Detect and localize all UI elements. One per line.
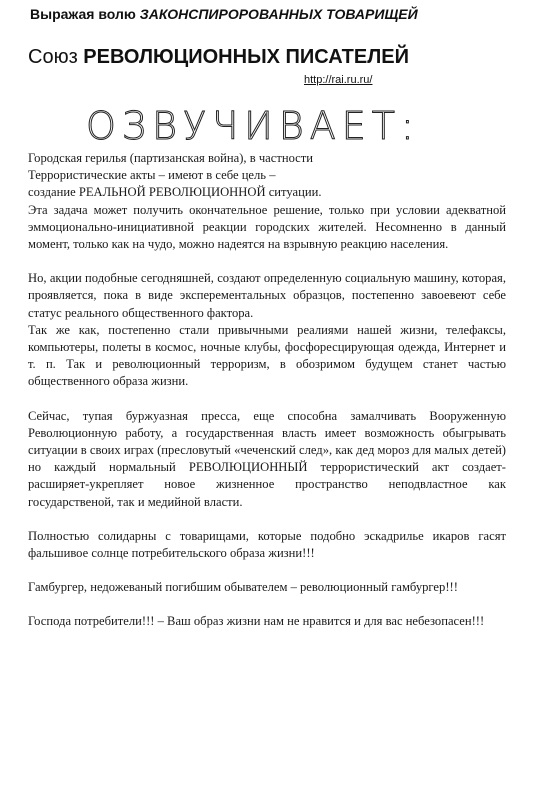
organization-name: РЕВОЛЮЦИОННЫХ ПИСАТЕЛЕЙ	[83, 46, 409, 68]
top-line-italic: ЗАКОНСПИРОРОВАННЫХ ТОВАРИЩЕЙ	[139, 6, 418, 22]
paragraph-1: Эта задача может получить окончательное решение, только при условии адекватной эммоционально-инициативной реакции городских жителей. Несомненно в данный момент, только как на чудо, можно надеятся на взрывную реакцию населения.	[28, 202, 506, 252]
organization-title	[28, 46, 498, 69]
paragraph-6: Гамбургер, недожеваный погибшим обывателем – революционный гамбургер!!!	[28, 580, 458, 595]
organization-prefix: Союз	[28, 46, 84, 68]
paragraph-line-3: создание РЕАЛЬНОЙ РЕВОЛЮЦИОННОЙ ситуации.	[28, 185, 322, 200]
paragraph-4: Сейчас, тупая буржуазная пресса, еще способна замалчивать Вооруженную Революционную работу, а государственная власть имеет возможность обыгрывать ситуации в своих играх (пресловутый «чеченский след», как дед мороз для малых детей) но каждый нормальный РЕВОЛЮЦИОННЫЙ террористический акт создает-расширяет-укрепляет новое жизненное пространство неподвластное как государственой, так и медийной власти.	[28, 408, 506, 509]
website-link[interactable]: http://rai.ru.ru/	[304, 74, 373, 86]
paragraph-5: Полностью солидарны с товарищами, которые подобно эскадрилье икаров гасят фальшивое солнце потребительского образа жизни!!!	[28, 528, 506, 561]
body-text	[28, 150, 506, 631]
paragraph-3: Так же как, постепенно стали привычными реалиями нашей жизни, телефаксы, компьютеры, полеты в космос, ночные клубы, фосфоресцирующая одежда, Интернет и т. п. Так и революционный терроризм, в обозримом будущем станет частью общественного образа жизни.	[28, 322, 506, 389]
paragraph-2: Но, акции подобные сегодняшней, создают определенную социальную машину, которая, проявляется, пока в виде эксперементальных образцов, постепенно завоевеют себе статус реального общественного фактора.	[28, 271, 506, 320]
page-heading: ОЗВУЧИВАЕТ:	[86, 104, 420, 148]
top-line	[30, 6, 500, 22]
paragraph-line-1: Городская герилья (партизанская война), в частности	[28, 151, 314, 165]
top-line-prefix: Выражая волю	[30, 6, 140, 22]
paragraph-line-2: Террористические акты – имеют в себе цель –	[28, 168, 276, 183]
paragraph-7: Господа потребители!!! – Ваш образ жизни нам не нравится и для вас небезопасен!!!	[28, 614, 485, 629]
